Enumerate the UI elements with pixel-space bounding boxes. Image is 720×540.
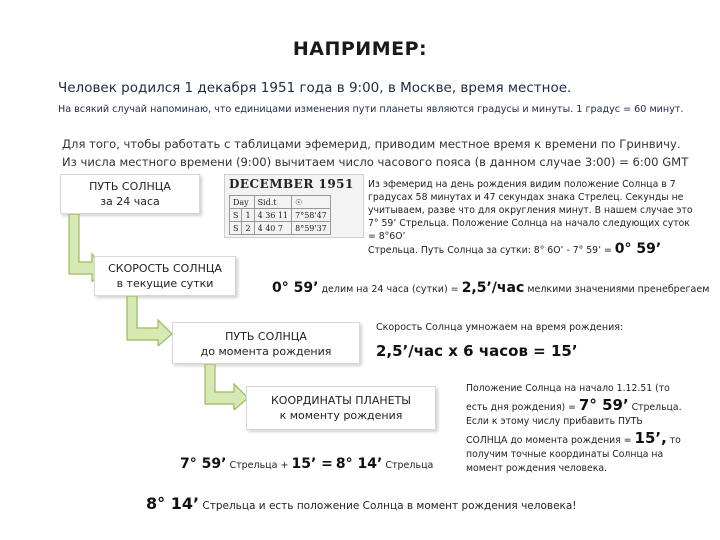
sun-start-value: 7° 59’: [578, 396, 629, 414]
division-result: 2,5’/час: [461, 280, 525, 296]
coordinates-explanation: [466, 382, 716, 476]
step-box-subtitle: к моменту рождения: [279, 409, 403, 422]
flow-arrow-icon: [124, 296, 174, 346]
sum-a-label: Стрельца +: [229, 460, 289, 471]
intro-line: Человек родился 1 декабря 1951 года в 9:00, в Москве, время местное.: [58, 80, 572, 96]
table-cell: S: [230, 209, 242, 222]
division-note: мелкими значениями пренебрегаем: [527, 284, 710, 295]
path-to-birth-value: 15’,: [634, 429, 667, 447]
table-cell: 2: [242, 222, 254, 235]
step-box-subtitle: за 24 часа: [100, 195, 160, 208]
explanation-line: Положение Солнца на начало 1.12.51 (то: [466, 383, 670, 394]
final-result-line: [146, 494, 577, 513]
step-box-sun-speed: [94, 256, 236, 296]
table-row: [230, 196, 331, 209]
daily-path-text: Стрельца. Путь Солнца за сутки: 8° 6О’ - 7° 59’ =: [368, 245, 612, 256]
explanation-line: [466, 431, 716, 448]
division-value: 0° 59’: [272, 280, 319, 296]
flow-arrow-icon: [356, 430, 376, 450]
division-row: [272, 280, 709, 296]
step-box-title: СКОРОСТЬ СОЛНЦА: [108, 262, 222, 275]
sum-c-label: Стрельца: [385, 460, 434, 471]
ephemeris-header: DECEMBER 1951: [229, 177, 354, 191]
final-text: Стрельца и есть положение Солнца в момент рождения человека!: [202, 500, 577, 512]
step-box-sun-path-24h: [60, 174, 200, 214]
table-cell: 7°58'47: [292, 209, 331, 222]
step-box-sun-path-to-birth: [172, 322, 360, 364]
explanation-text: Стрельца.: [631, 402, 682, 413]
table-row: [230, 209, 331, 222]
step-box-planet-coordinates: [246, 386, 436, 430]
table-cell: S: [230, 222, 242, 235]
explanation-text: Из эфемерид на день рождения видим положение Солнца в 7 градусах 58 минутах и 47 секундах знака Стрелец. Секунды не учитываем, разве что для округления минут. В нашем случае это 7° 59’ Стрельца. Положение Солнца на начало следующих суток = 8°6О’: [368, 179, 693, 242]
ephemeris-explanation: [368, 178, 698, 257]
step-box-subtitle: до момента рождения: [200, 345, 332, 358]
explanation-line: Если к этому числу прибавить ПУТЬ: [466, 416, 643, 427]
table-cell: Day: [230, 196, 255, 209]
ephemeris-grid: [229, 195, 331, 235]
table-cell: 1: [242, 209, 254, 222]
gmt-line-1: Для того, чтобы работать с таблицами эфемерид, приводим местное время к времени по Гринвичу.: [62, 137, 681, 151]
step-box-title: ПУТЬ СОЛНЦА: [89, 180, 171, 193]
step-box-title: КООРДИНАТЫ ПЛАНЕТЫ: [270, 394, 411, 407]
sum-line: [180, 456, 433, 472]
table-cell: ☉: [292, 196, 331, 209]
explanation-text: есть дня рождения) =: [466, 402, 576, 413]
page-title: НАПРИМЕР:: [292, 38, 428, 60]
step-box-title: ПУТЬ СОЛНЦА: [225, 330, 307, 343]
explanation-line: [466, 398, 716, 415]
explanation-line: получим точные координаты Солнца на: [466, 449, 664, 460]
table-cell: 4 36 11: [254, 209, 292, 222]
explanation-text: то: [669, 435, 681, 446]
table-row: [230, 222, 331, 235]
sum-b-value: 15’ =: [291, 456, 333, 472]
explanation-line: момент рождения человека.: [466, 463, 607, 474]
gmt-line-2: Из числа местного времени (9:00) вычитаем число часового пояса (в данном случае 3:00) = 6:00 GMT: [62, 155, 689, 169]
sum-a-value: 7° 59’: [180, 456, 227, 472]
division-text: делим на 24 часа (сутки) =: [321, 284, 459, 295]
reminder-line: На всякий случай напоминаю, что единицами изменения пути планеты являются градусы и минуты. 1 градус = 60 минут.: [58, 104, 684, 115]
table-cell: Sid.t: [254, 196, 292, 209]
daily-path-value: 0° 59’: [614, 241, 662, 257]
multiplication-formula: 2,5’/час х 6 часов = 15’: [376, 342, 578, 360]
explanation-text: СОЛНЦА до момента рождения =: [466, 435, 632, 446]
table-cell: 8°59'37: [292, 222, 331, 235]
flow-arrow-icon: [202, 364, 250, 410]
step-box-subtitle: в текущие сутки: [116, 277, 214, 290]
ephemeris-table: [224, 174, 364, 238]
final-value: 8° 14’: [146, 494, 200, 513]
multiplication-label: Скорость Солнца умножаем на время рождения:: [376, 322, 624, 333]
sum-c-value: 8° 14’: [335, 456, 383, 472]
table-cell: 4 40 7: [254, 222, 292, 235]
